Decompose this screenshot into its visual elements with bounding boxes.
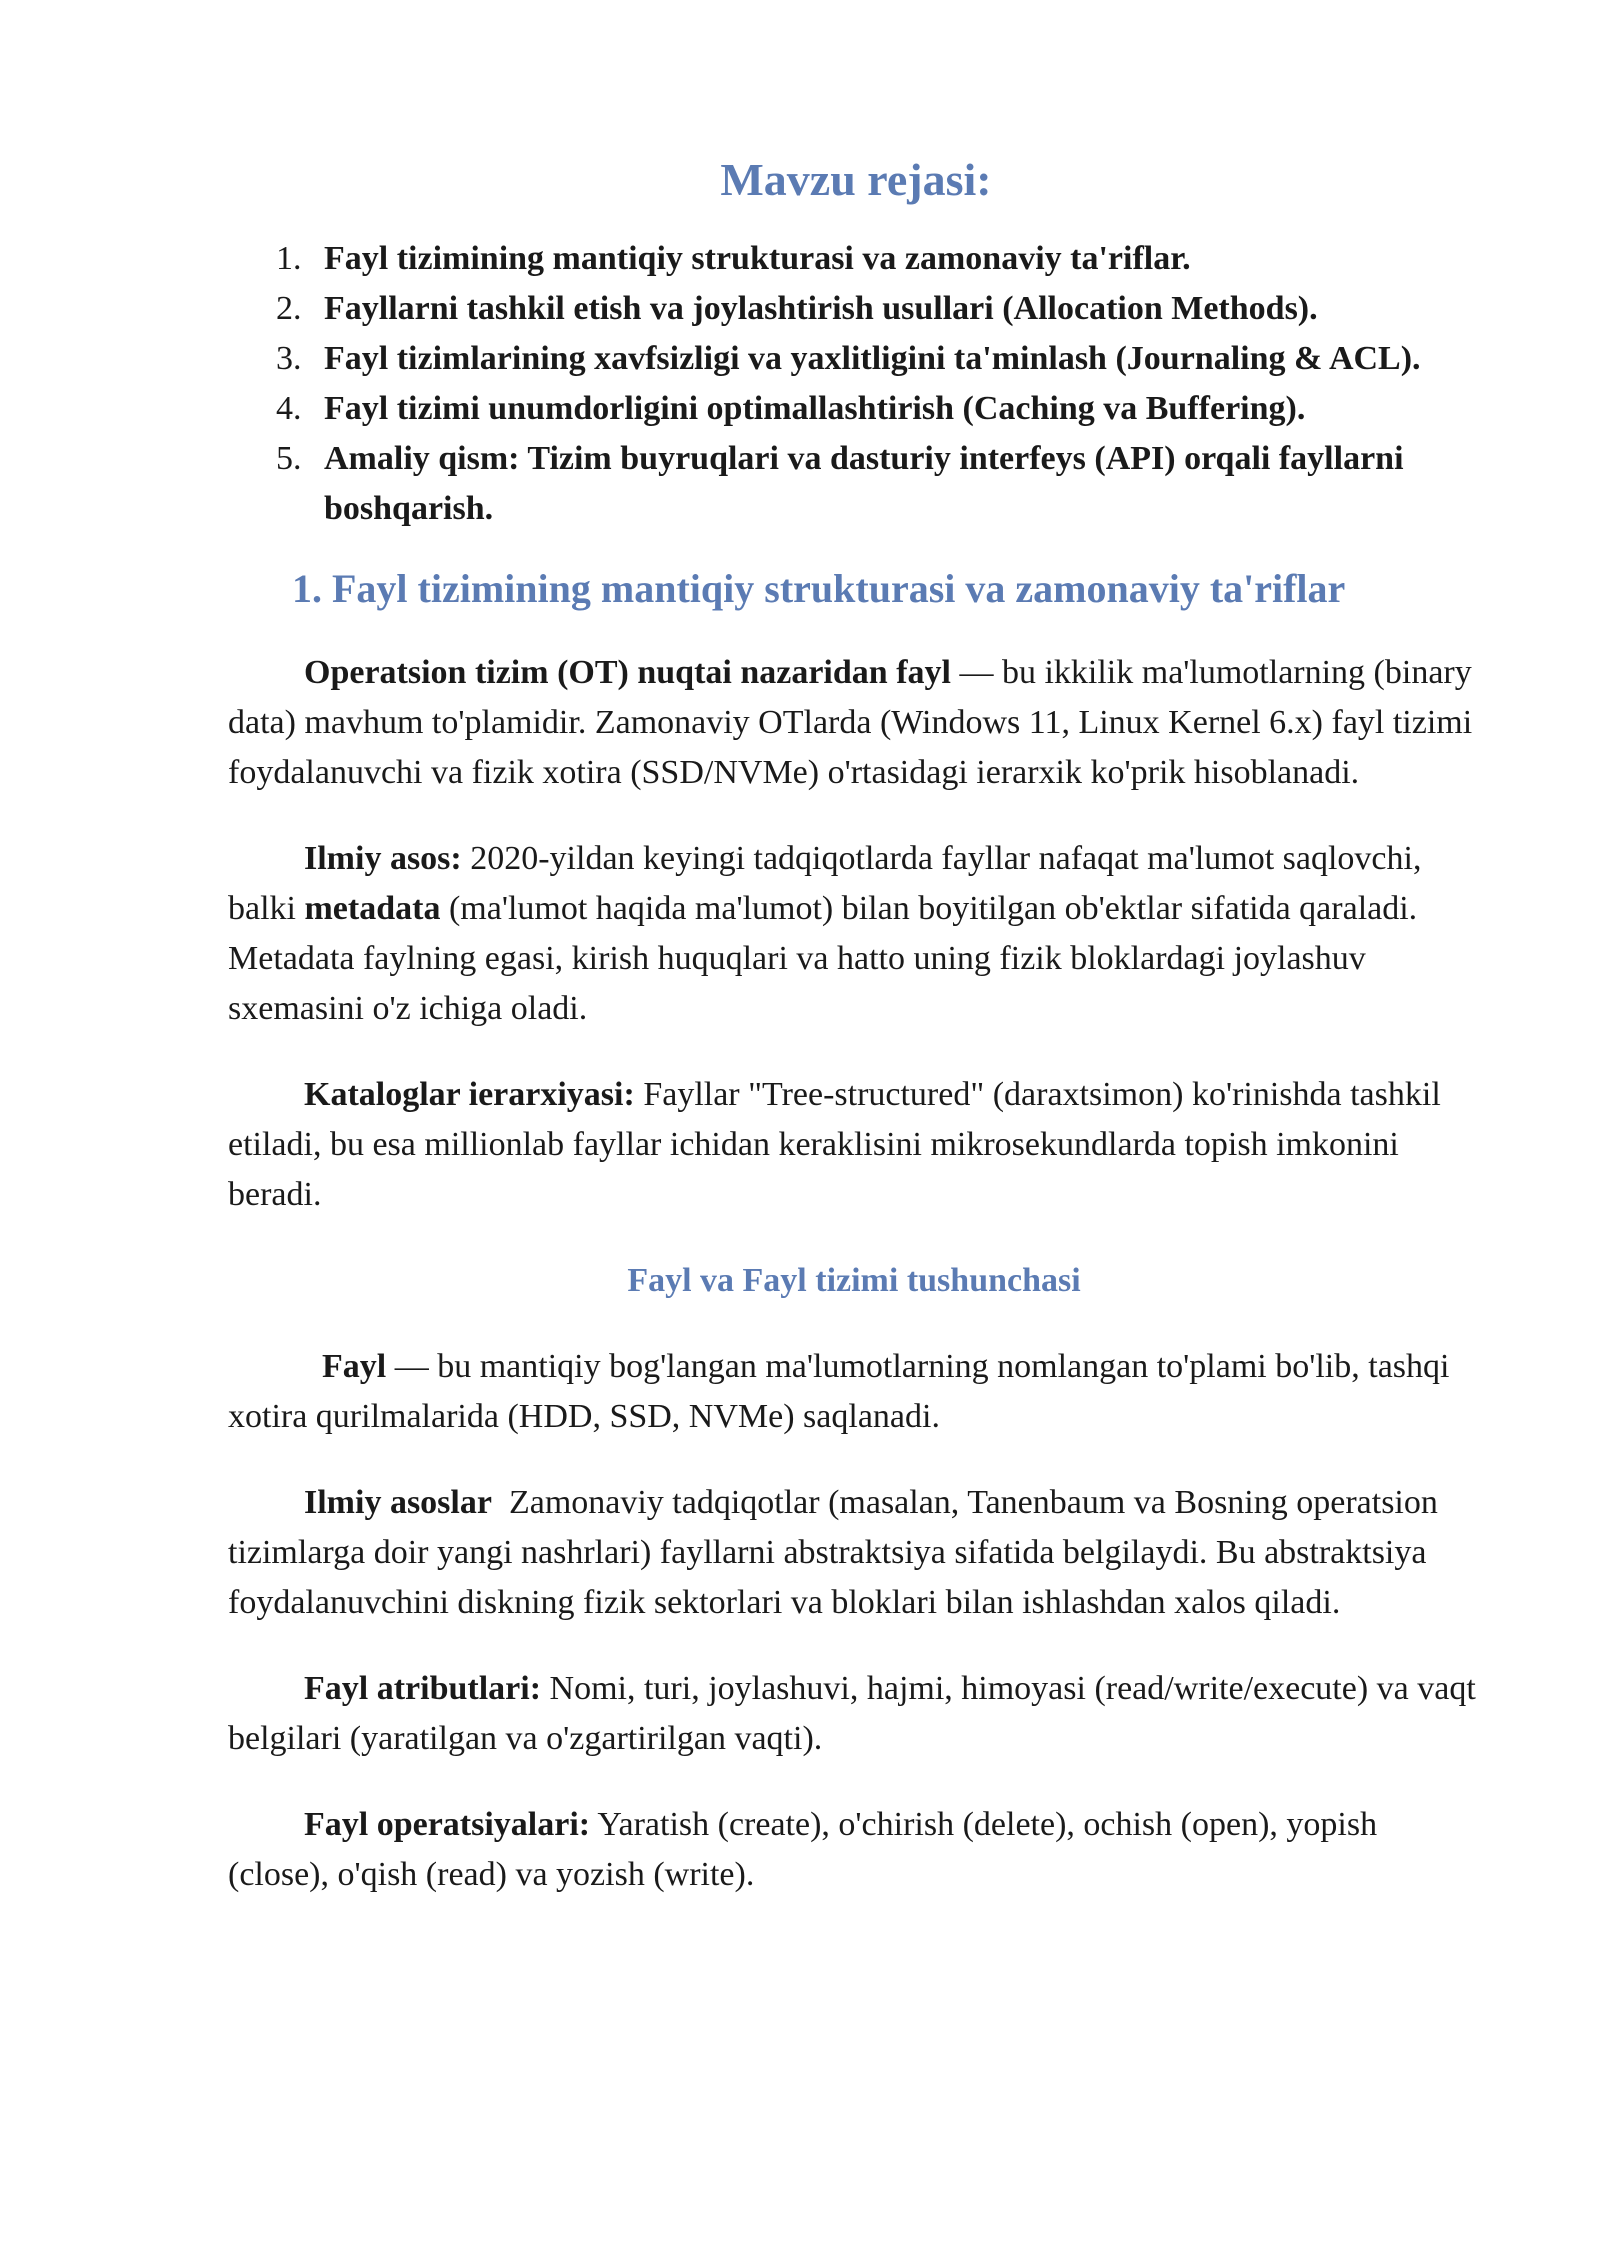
plan-item-number: 1.	[276, 240, 302, 277]
paragraph-text: (ma'lumot haqida ma'lumot) bilan boyitilgan ob'ektlar sifatida qaraladi. Metadata faylning egasi, kirish huquqlari va hatto uning fizik bloklardagi joylashuv sxemasini o'z ichiga oladi.	[228, 890, 1418, 1027]
document-content	[228, 148, 1480, 1900]
paragraph-text: — bu mantiqiy bog'langan ma'lumotlarning nomlangan to'plami bo'lib, tashqi xotira qurilmalarida (HDD, SSD, NVMe) saqlanadi.	[228, 1348, 1450, 1435]
topic-plan-list	[228, 234, 1480, 534]
paragraph-file-definition	[228, 648, 1480, 798]
section-heading: 1. Fayl tizimining mantiqiy strukturasi va zamonaviy ta'riflar	[292, 566, 1346, 611]
plan-item	[228, 384, 1480, 434]
paragraph-emphasis: metadata	[304, 890, 441, 927]
paragraph-lead: Fayl operatsiyalari:	[304, 1806, 591, 1843]
plan-item-number: 4.	[276, 390, 302, 427]
paragraph-lead: Fayl atributlari:	[304, 1670, 542, 1707]
plan-item-text: Fayllarni tashkil etish va joylashtirish usullari (Allocation Methods).	[324, 290, 1318, 327]
paragraph-lead: Operatsion tizim (OT) nuqtai nazaridan fayl	[304, 654, 951, 691]
plan-item-text: Fayl tizimining mantiqiy strukturasi va zamonaviy ta'riflar.	[324, 240, 1191, 277]
plan-item	[228, 334, 1480, 384]
paragraph-lead: Kataloglar ierarxiyasi:	[304, 1076, 635, 1113]
paragraph-text: Zamonaviy tadqiqotlar (masalan, Tanenbaum va Bosning operatsion tizimlarga doir yangi nashrlari) fayllarni abstraktsiya sifatida belgilaydi. Bu abstraktsiya foydalanuvchini diskning fizik sektorlari va bloklari bilan ishlashdan xalos qiladi.	[228, 1484, 1447, 1621]
paragraph-scientific-foundations	[228, 1478, 1480, 1628]
subsection-heading: Fayl va Fayl tizimi tushunchasi	[627, 1262, 1081, 1299]
plan-item-number: 2.	[276, 290, 302, 327]
plan-item-number: 3.	[276, 340, 302, 377]
paragraph-lead: Ilmiy asos:	[304, 840, 462, 877]
page-title: Mavzu rejasi:	[720, 154, 992, 205]
plan-item-number: 5.	[276, 440, 302, 477]
paragraph-text: 2020-yildan keyingi tadqiqotlarda fayllar nafaqat ma'lumot saqlovchi, balki	[228, 840, 1422, 927]
plan-item-text: Amaliy qism: Tizim buyruqlari va dasturiy interfeys (API) orqali fayllarni boshqarish.	[324, 440, 1404, 527]
plan-item-text: Fayl tizimlarining xavfsizligi va yaxlitligini ta'minlash (Journaling & ACL).	[324, 340, 1421, 377]
paragraph-file-attributes	[228, 1664, 1480, 1764]
paragraph-text: Yaratish (create), o'chirish (delete), ochish (open), yopish (close), o'qish (read) va yozish (write).	[228, 1806, 1378, 1893]
paragraph-text: — bu ikkilik ma'lumotlarning (binary data) mavhum to'plamidir. Zamonaviy OTlarda (Windows 11, Linux Kernel 6.x) fayl tizimi foydalanuvchi va fizik xotira (SSD/NVMe) o'rtasidagi ierarxik ko'prik hisoblanadi.	[228, 654, 1473, 791]
paragraph-lead: Ilmiy asoslar	[304, 1484, 492, 1521]
paragraph-file	[228, 1342, 1480, 1442]
paragraph-scientific-basis	[228, 834, 1480, 1034]
paragraph-file-operations	[228, 1800, 1480, 1900]
paragraph-text: Nomi, turi, joylashuvi, hajmi, himoyasi (read/write/execute) va vaqt belgilari (yaratilgan va o'zgartirilgan vaqti).	[228, 1670, 1476, 1757]
plan-item-text: Fayl tizimi unumdorligini optimallashtirish (Caching va Buffering).	[324, 390, 1306, 427]
paragraph-directory-hierarchy	[228, 1070, 1480, 1220]
plan-item	[228, 284, 1480, 334]
plan-item	[228, 234, 1480, 284]
paragraph-lead: Fayl	[322, 1348, 387, 1385]
paragraph-text: Fayllar "Tree-structured" (daraxtsimon) ko'rinishda tashkil etiladi, bu esa millionlab fayllar ichidan keraklisini mikrosekundlarda topish imkonini beradi.	[228, 1076, 1441, 1213]
plan-item	[228, 434, 1480, 534]
